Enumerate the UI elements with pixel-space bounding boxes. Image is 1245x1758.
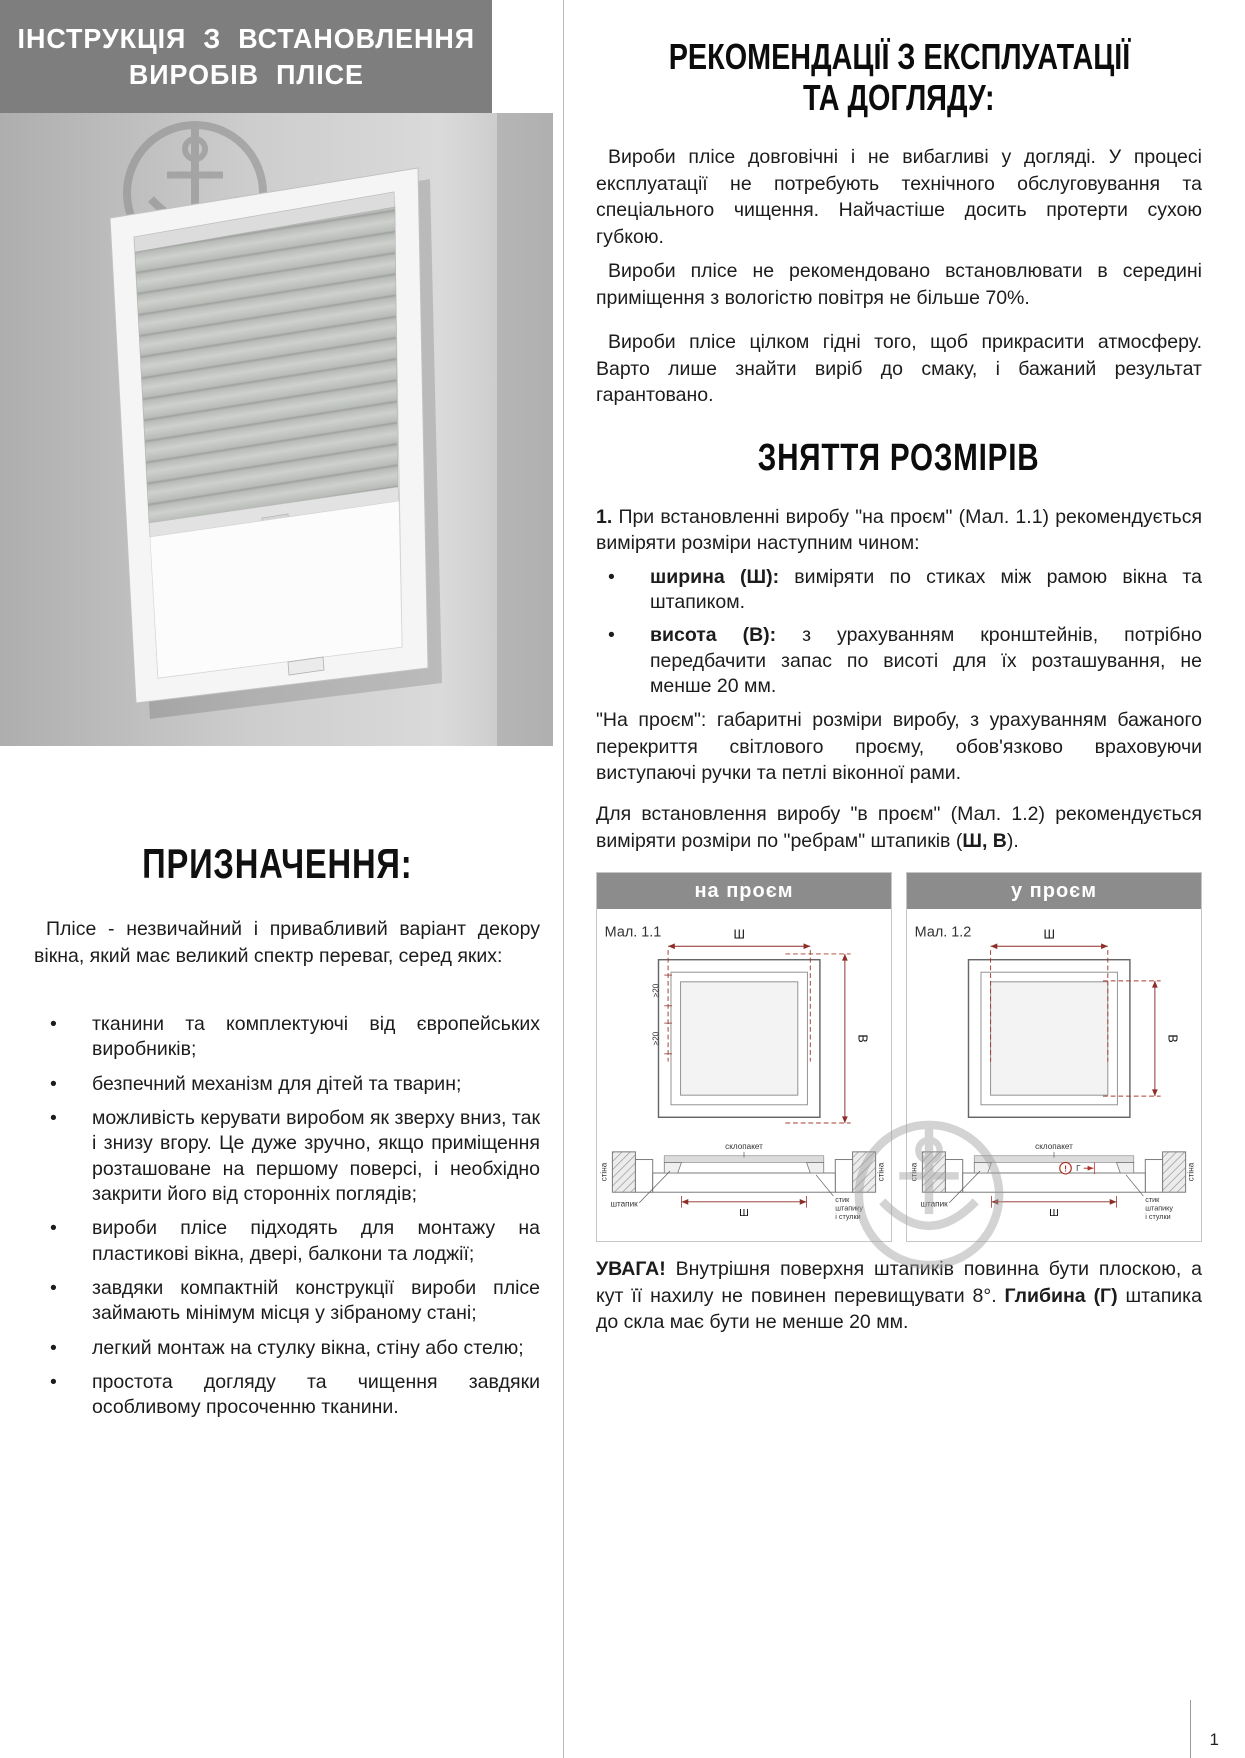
attention-paragraph: УВАГА! Внутрішня поверхня штапиків повинна бути плоскою, а кут її нахилу не повинен перевищувати 8°. Глибина (Г) штапика до скла має бути не менше 20 мм. [596,1258,1202,1334]
care-title: РЕКОМЕНДАЦІЇ З ЕКСПЛУАТАЦІЇ ТА ДОГЛЯДУ: [668,36,1130,119]
diagram-header: на проєм [597,873,891,909]
step-number: 1. [596,505,613,528]
glass-label: склопакет [1035,1142,1073,1152]
measure-list [596,565,1202,700]
wall-label: стіна [599,1162,609,1182]
figure-label: Мал. 1.1 [604,924,662,941]
right-column [586,0,1212,1336]
joint-label: штапику [835,1203,863,1213]
height-label: В [855,1034,870,1043]
list-item: • легкий монтаж на стулку вікна, стіну або стелю; [34,1336,540,1361]
purpose-list [34,1012,540,1430]
window-front-view [658,960,819,1118]
list-item: • висота (В): з урахуванням кронштейнів, потрібно передбачити запас по висоті для їх розташування, не менше 20 мм. [596,623,1202,699]
glass-label: склопакет [725,1142,763,1152]
window-illustration [0,113,553,746]
diagram-panel-na-proem [596,872,892,1242]
purpose-title: ПРИЗНАЧЕННЯ: [142,840,413,887]
list-item: • ширина (Ш): виміряти по стиках між рамою вікна та штапиком. [596,565,1202,616]
joint-label: стик [1145,1194,1160,1204]
measure-vproem-paragraph: Для встановлення виробу "в проєм" (Мал. 1.2) рекомендується виміряти розміри по "ребрам" штапиків (Ш, В). [596,803,1202,852]
list-item: • можливість керувати виробом як зверху вниз, так і знизу вгору. Це дуже зручно, якщо приміщення розташоване на першому поверсі, і необхідно закрити його від сторонніх поглядів; [34,1106,540,1207]
width-label: Ш [733,927,745,942]
measure-gabarit-paragraph: "На проєм": габаритні розміри виробу, з урахуванням бажаного перекриття світлового проєму, обов'язково враховуючи виступаючі ручки та петлі віконної рами. [596,709,1202,785]
depth-label: Г [1076,1164,1081,1174]
joint-label: штапику [1145,1203,1173,1213]
bottom-width-dimension [682,1196,807,1208]
left-column [0,0,555,1758]
bead-label: штапик [920,1199,948,1209]
width-label: Ш [1043,927,1055,942]
title-line-2: ВИРОБІВ ПЛІСЕ [128,58,364,90]
care-paragraph-3: Вироби плісе цілком гідні того, щоб прикрасити атмосферу. Варто лише знайти виріб до смаку, і бажаний результат гарантовано. [596,331,1202,407]
footer-divider [1190,1700,1191,1758]
page-number: 1 [1209,1730,1219,1749]
diagram-panel-u-proem [906,872,1202,1242]
diagrams-row [596,872,1202,1242]
care-paragraph-1: Вироби плісе довговічні і не вибагливі у догляді. У процесі експлуатації не потребують технічного обслуговування та спеціального чищення. Найчастіше досить протерти сухою губкою. [596,146,1202,248]
min20-label: ≥20 [651,1031,661,1046]
figure-label: Мал. 1.2 [914,924,972,941]
joint-label: стик [835,1194,850,1204]
title-line-1: ІНСТРУКЦІЯ З ВСТАНОВЛЕННЯ [17,22,475,54]
diagram-figure-1-2 [907,909,1201,1241]
column-divider [563,0,564,1758]
wall-label: стіна [909,1162,919,1182]
list-item: • безпечний механізм для дітей та тварин; [34,1072,540,1097]
care-paragraph-2: Вироби плісе не рекомендовано встановлювати в середині приміщення з вологістю повітря не більше 70%. [596,260,1202,309]
list-item: • тканини та комплектуючі від європейських виробників; [34,1012,540,1063]
wall-label: стіна [1186,1162,1196,1182]
measure-title: ЗНЯТТЯ РОЗМІРІВ [758,436,1040,479]
diagram-body [597,909,891,1241]
wall-corner-shade [497,113,553,746]
attention-label: УВАГА! [596,1258,666,1281]
wall-label: стіна [876,1162,886,1182]
bead-label: штапик [610,1199,638,1209]
product-photo [0,113,553,746]
bottom-width-label: Ш [739,1207,749,1220]
pleated-blind [135,207,398,523]
list-item: • простота догляду та чищення завдяки особливому просоченню тканини. [34,1370,540,1421]
min20-label: ≥20 [651,983,661,998]
warning-icon: ! [1064,1163,1067,1174]
title-band [0,0,492,113]
height-label: В [1165,1034,1180,1043]
purpose-intro: Плісе - незвичайний і привабливий варіант декору вікна, який має великий спектр переваг, серед яких: [34,918,540,967]
diagram-figure-1-1 [597,909,891,1241]
joint-label: і стулки [1145,1212,1171,1222]
measure-step-1: 1. При встановленні виробу "на проєм" (Мал. 1.1) рекомендується виміряти розміри наступним чином: [596,505,1202,555]
diagram-header: у проєм [907,873,1201,909]
window-front-view [968,960,1129,1118]
diagram-body [907,909,1201,1241]
bottom-width-label: Ш [1049,1207,1059,1220]
list-item: • вироби плісе підходять для монтажу на пластикові вікна, двері, балкони та лоджії; [34,1216,540,1267]
bottom-width-dimension [992,1196,1117,1208]
joint-label: і стулки [835,1212,861,1222]
list-item: • завдяки компактній конструкції вироби плісе займають мінімум місця у зібраному стані; [34,1276,540,1327]
